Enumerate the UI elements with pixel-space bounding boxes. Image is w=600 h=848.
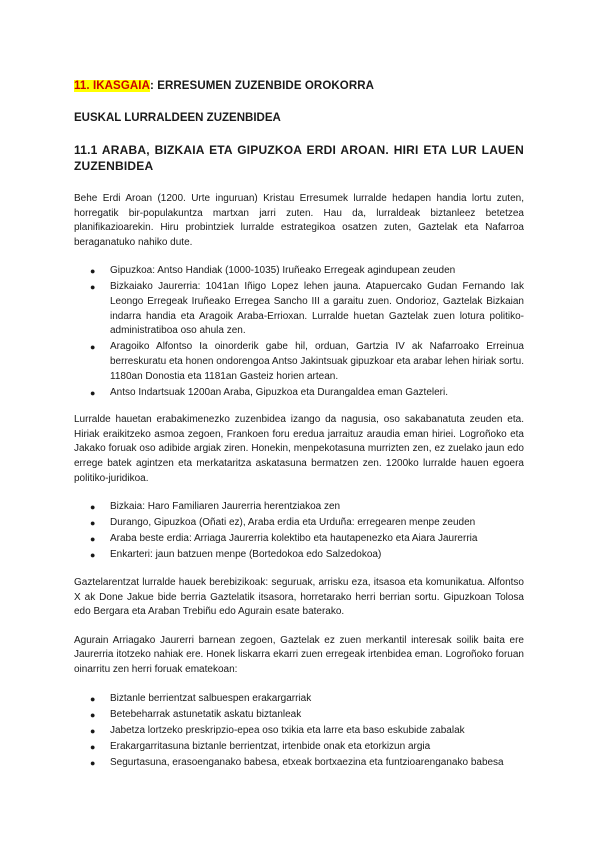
list-item: ● Gipuzkoa: Antso Handiak (1000-1035) Iruñeako Erregeak agindupean zeuden	[110, 264, 524, 279]
list-item: ● Jabetza lortzeko preskripzio-epea oso txikia eta larre eta baso eskubide zabalak	[110, 724, 524, 739]
bullet-list-status	[74, 500, 524, 563]
list-item: ● Araba beste erdia: Arriaga Jaurerria kolektibo eta hautapenezko eta Aiara Jaurerria	[110, 532, 524, 547]
subsection-heading: 11.1 ARABA, BIZKAIA ETA GIPUZKOA ERDI AROAN. HIRI ETA LUR LAUEN ZUZENBIDEA	[74, 143, 524, 173]
paragraph-agurain: Agurain Arriagako Jaurerri barnean zegoen, Gaztelak ez zuen merkantil interesak soilik baita ere Jaurerria itotzeko nahiak ere. Honek liskarra ekarri zuen erregeak irtenbidea eman. Logroñoko foruan oinarritu zen herri foruak ematekoan:	[74, 634, 524, 676]
list-item: ● Aragoiko Alfontso Ia oinorderik gabe hil, orduan, Gartzia IV ak Nafarroako Erreinua berreskuratu eta honen ondorengoa Antso Jakintsuak gipuzkoar eta arabar lehen hiriak sortu. 1180an Donostia eta 1181an Gasteiz horien artean.	[90, 341, 524, 382]
bullet-icon: ●	[90, 693, 96, 704]
bullet-icon: ●	[90, 741, 96, 752]
list-item: ● Enkarteri: jaun batzuen menpe (Bortedokoa edo Salzedokoa)	[110, 548, 524, 563]
list-item: ● Biztanle berrientzat salbuespen erakargarriak	[110, 692, 524, 707]
list-item: ● Erakargarritasuna biztanle berrientzat, irtenbide onak eta etorkizun argia	[110, 740, 524, 755]
bullet-icon: ●	[90, 518, 96, 529]
paragraph-law: Lurralde hauetan erabakimenezko zuzenbidea izango da nagusia, oso sakabanatuta zeuden eta. Hiriak eraikitzeko asmoa zegoen, Frankoen foru eredua jarraituz araudia eman hiriei. Logroñoko eta Jakako foruak oso adibide argiak ziren. Honekin, menpekotasuna murrizten zen, ez zuelako jaun edo errege batek agintzen eta merkataritza askatasuna bermatzen zen. 1200ko lurralde hauen egoera politiko-juridikoa.	[74, 414, 524, 484]
paragraph-castile: Gaztelarentzat lurralde hauek berebizikoak: seguruak, arrisku eza, itsasoa eta komunikatua. Alfontso X ak Done Jakue bide berria Gaztelatik itsasora, horretarako herri berrian sortu. Gipuzkoan Tolosa edo Bergara eta Araban Trebiñu edo Agurain esate baterako.	[74, 577, 524, 618]
bullet-icon: ●	[90, 387, 96, 398]
list-item: ● Durango, Gipuzkoa (Oñati ez), Araba erdia eta Urduña: erregearen menpe zeuden	[110, 516, 524, 531]
bullet-icon: ●	[90, 550, 96, 561]
list-item: ● Betebeharrak astunetatik askatu biztanleak	[110, 708, 524, 723]
list-item: ● Bizkaia: Haro Familiaren Jaurerria herentziakoa zen	[110, 500, 524, 515]
lesson-heading	[74, 80, 524, 92]
bullet-icon: ●	[90, 266, 96, 277]
section-heading: EUSKAL LURRALDEEN ZUZENBIDEA	[74, 112, 281, 124]
list-item: ● Bizkaiako Jaurerria: 1041an Iñigo Lopez lehen jauna. Atapuercako Gudan Fernando Iak Leongo Erregeak Iruñeako Erregea Sancho III a garaitu zuen. Ondorioz, Gaztelak Bizkaian indarra handia eta Aragoik Araba-Errioxan. Lurralde huetan Gaztelak zuen lotura politiko-administratiboa oso ahula zen.	[90, 281, 524, 337]
bullet-list-provinces	[74, 264, 524, 400]
bullet-icon: ●	[90, 534, 96, 545]
bullet-icon: ●	[90, 709, 96, 720]
list-item: ● Segurtasuna, erasoenganako babesa, etxeak bortxaezina eta funtzioarenganako babesa	[110, 756, 524, 771]
bullet-icon: ●	[90, 758, 96, 768]
bullet-list-charters	[74, 692, 524, 771]
bullet-icon: ●	[90, 342, 96, 353]
bullet-icon: ●	[90, 725, 96, 736]
bullet-icon: ●	[90, 502, 96, 513]
lesson-number-highlight: 11. IKASGAIA	[74, 80, 150, 92]
paragraph-intro: Behe Erdi Aroan (1200. Urte inguruan) Kristau Erresumek lurralde hedapen handia lortu zuten, horregatik bir-populakuntza martxan jarri zuten. Hau da, lurraldeak biztanleez betetzea planifikazioarekin. Hiru probintziek lurralde estrategikoa osatzen zuten, Gaztelak eta Nafarroa beraganatuko nahiko dute.	[74, 193, 524, 248]
bullet-icon: ●	[90, 282, 96, 293]
lesson-title: : ERRESUMEN ZUZENBIDE OROKORRA	[149, 80, 375, 92]
list-item: ● Antso Indartsuak 1200an Araba, Gipuzkoa eta Durangaldea eman Gazteleri.	[110, 386, 524, 401]
